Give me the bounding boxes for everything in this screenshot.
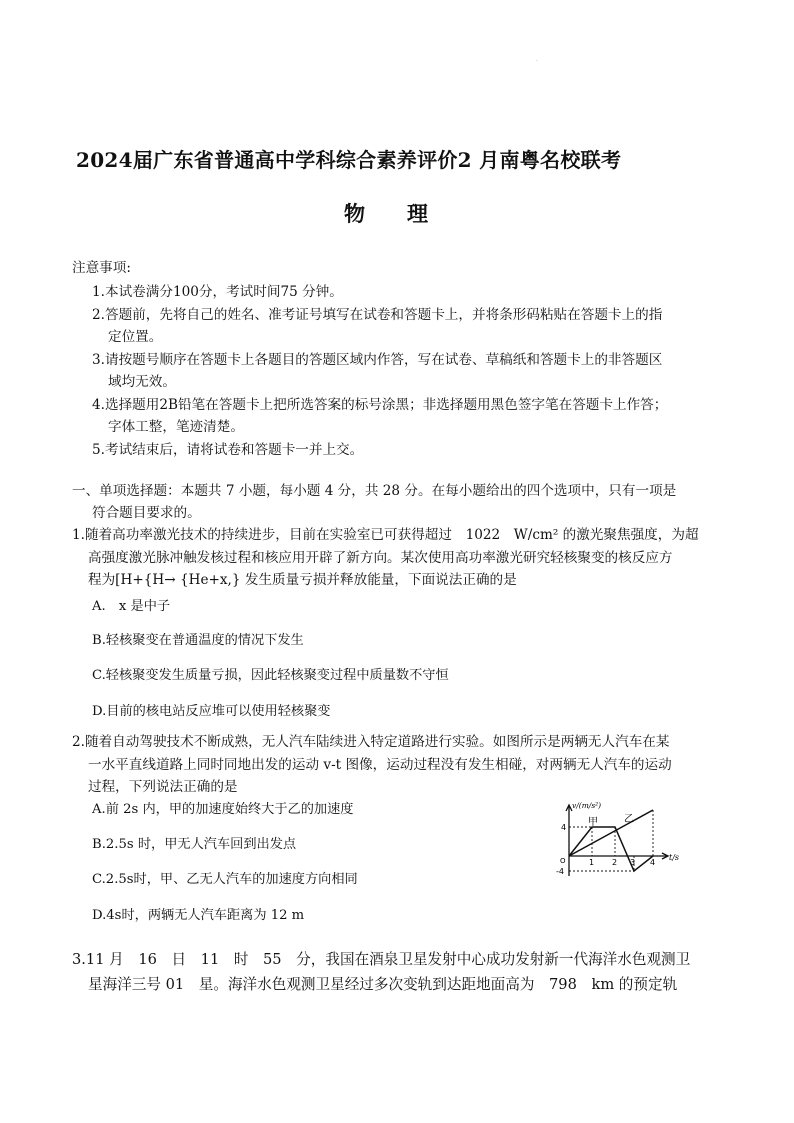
notice-heading: 注意事项: <box>72 260 131 276</box>
question-2-option-c: C.2.5s时，甲、乙无人汽车的加速度方向相同 <box>92 872 358 887</box>
yi-label: 乙 <box>624 814 634 825</box>
question-1-option-d: D.目前的核电站反应堆可以使用轻核聚变 <box>92 704 331 719</box>
tick-x-3: 3 <box>630 858 636 867</box>
jia-label: 甲 <box>588 817 598 828</box>
question-2-text: 一水平直线道路上同时同地出发的运动 v-t 图像，运动过程没有发生相碰，对两辆无人汽车的运动 <box>88 757 672 773</box>
vt-graph-figure <box>552 800 692 882</box>
question-3-text: 星海洋三号 01 星。海洋水色观测卫星经过多次变轨到达距地面高为 798 km 的预定轨 <box>88 976 678 993</box>
question-2-text: 过程，下列说法正确的是 <box>88 779 238 795</box>
notice-item: 5.考试结束后，请将试卷和答题卡一并上交。 <box>92 442 364 458</box>
notice-item: 3.请按题号顺序在答题卡上各题目的答题区域内作答，写在试卷、草稿纸和答题卡上的非答题区 <box>92 352 663 368</box>
question-1-text: 高强度激光脉冲触发核过程和核应用开辟了新方向。某次使用高功率激光研究轻核聚变的核反应方 <box>88 550 673 566</box>
page-speck: · <box>536 58 538 65</box>
question-2-text: 2.随着自动驾驶技术不断成熟，无人汽车陆续进入特定道路进行实验。如图所示是两辆无人汽车在某 <box>72 734 670 750</box>
notice-item: 2.答题前，先将自己的姓名、准考证号填写在试卷和答题卡上，并将条形码粘贴在答题卡上的指 <box>92 307 663 323</box>
notice-item-cont: 域均无效。 <box>108 374 176 390</box>
tick-origin: O <box>560 857 566 865</box>
question-2-option-d: D.4s时，两辆无人汽车距离为 12 m <box>92 908 305 923</box>
question-2-option-b: B.2.5s 时，甲无人汽车回到出发点 <box>92 837 297 852</box>
notice-item: 4.选择题用2B铅笔在答题卡上把所选答案的标号涂黑；非选择题用黑色签字笔在答题卡上作答； <box>92 397 668 413</box>
tick-x-1: 1 <box>589 858 595 867</box>
notice-item-cont: 定位置。 <box>108 329 163 345</box>
question-1-text: 程为[H+{H→ {He+x,} 发生质量亏损并释放能量，下面说法正确的是 <box>88 572 517 588</box>
notice-item-cont: 字体工整，笔迹清楚。 <box>108 419 244 435</box>
question-1-option-a: A. x 是中子 <box>92 599 171 614</box>
section-heading: 一、单项选择题：本题共 7 小题，每小题 4 分，共 28 分。在每小题给出的四个选项中，只有一项是 <box>72 483 677 499</box>
notice-item: 1.本试卷满分100分，考试时间75 分钟。 <box>92 284 343 300</box>
question-1-option-b: B.轻核聚变在普通温度的情况下发生 <box>92 633 304 648</box>
x-axis-label: t/s <box>669 853 680 862</box>
section-heading-cont: 符合题目要求的。 <box>92 505 201 521</box>
question-1-text: 1.随着高功率激光技术的持续进步，目前在实验室已可获得超过 1022 W/cm² 的激光聚焦强度，为超 <box>72 527 699 543</box>
tick-y-4: 4 <box>561 823 567 832</box>
yi-line <box>569 810 653 856</box>
tick-y-neg4: -4 <box>556 867 564 876</box>
question-3-text: 3.11 月 16 日 11 时 55 分，我国在酒泉卫星发射中心成功发射新一代海洋水色观测卫 <box>72 951 691 968</box>
tick-x-2: 2 <box>612 858 618 867</box>
tick-x-4: 4 <box>650 858 656 867</box>
question-2-option-a: A.前 2s 内，甲的加速度始终大于乙的加速度 <box>92 802 354 817</box>
question-1-option-c: C.轻核聚变发生质量亏损，因此轻核聚变过程中质量数不守恒 <box>92 668 449 683</box>
exam-title: 2024届广东省普通高中学科综合素养评价2 月南粤名校联考 <box>76 148 622 172</box>
y-axis-label: v/(m/s²) <box>572 801 602 810</box>
subject-title: 物 理 <box>344 201 428 226</box>
